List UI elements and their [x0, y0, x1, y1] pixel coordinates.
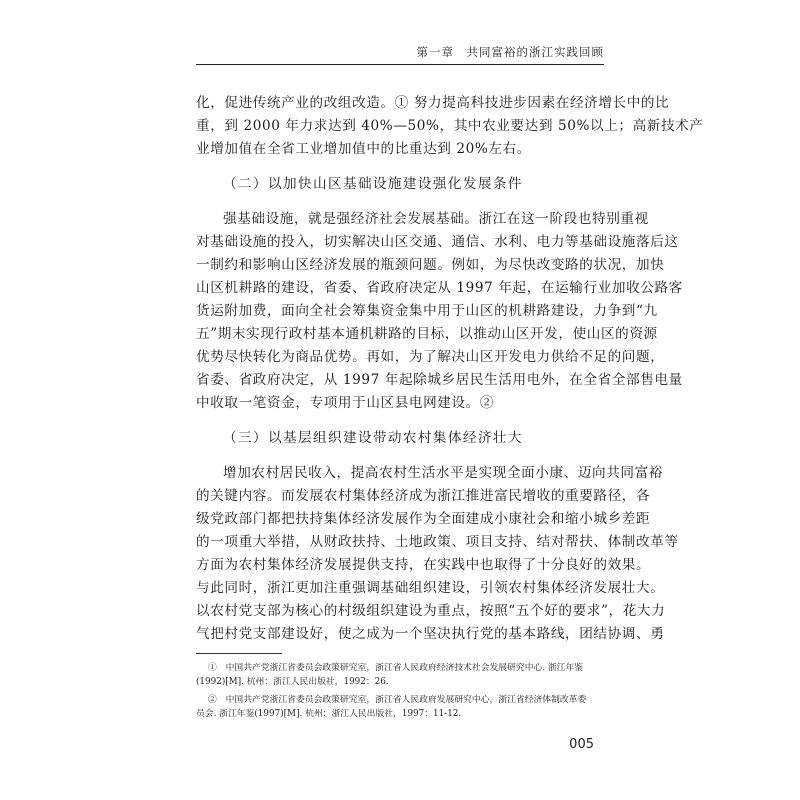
text-line: 的关键内容。而发展农村集体经济成为浙江推进富民增收的重要路径，各: [196, 488, 651, 504]
footnote: [196, 693, 606, 721]
text-line: 强基础设施，就是强经济社会发展基础。浙江在这一阶段也特别重视: [223, 211, 649, 227]
text-line: 与此同时，浙江更加注重强调基础组织建设，引领农村集体经济发展壮大。: [196, 580, 665, 596]
text-line: 五”期末实现行政村基本通机耕路的目标，以推动山区开发，使山区的资源: [196, 326, 658, 342]
running-head: 第一章 共同富裕的浙江实践回顾: [416, 45, 604, 59]
text-line: 重，到 2000 年力求达到 40%—50%，其中农业要达到 50%以上；高新技术产: [196, 118, 704, 134]
text-line: 化，促进传统产业的改组改造。① 努力提高科技进步因素在经济增长中的比: [196, 95, 670, 111]
footnote-line: 员会. 浙江年鉴(1997)[M]. 杭州：浙江人民出版社，1997：11-12.: [196, 709, 462, 719]
text-line: 省委、省政府决定，从 1997 年起除城乡居民生活用电外，在全省全部售电量: [196, 372, 683, 388]
footnote-line: ② 中国共产党浙江省委员会政策研究室，浙江省人民政府发展研究中心，浙江省经济体制改革委: [208, 695, 587, 705]
text-line: 对基础设施的投入，切实解决山区交通、通信、水利、电力等基础设施落后这: [196, 234, 679, 250]
text-line: 气把村党支部建设好，使之成为一个坚决执行党的基本路线，团结协调、勇: [196, 626, 665, 642]
text-line: 一制约和影响山区经济发展的瓶颈问题。例如，为尽快改变路的状况，加快: [196, 257, 665, 273]
text-line: 中收取一笔资金，专项用于山区县电网建设。②: [196, 395, 495, 411]
text-line: 以农村党支部为核心的村级组织建设为重点，按照“五个好的要求”，花大力: [196, 603, 666, 619]
text-line: 级党政部门都把扶持集体经济发展作为全面建成小康社会和缩小城乡差距: [196, 511, 651, 527]
footnote-line: ① 中国共产党浙江省委员会政策研究室，浙江省人民政府经济技术社会发展研究中心. 浙江年鉴: [208, 663, 584, 673]
text-line: 山区机耕路的建设，省委、省政府决定从 1997 年起，在运输行业加收公路客: [196, 280, 683, 296]
text-line: 增加农村居民收入，提高农村生活水平是实现全面小康、迈向共同富裕: [223, 465, 664, 481]
section-heading: （二）以加快山区基础设施建设强化发展条件: [223, 176, 523, 192]
section-heading: （三）以基层组织建设带动农村集体经济壮大: [223, 430, 523, 446]
text-line: 优势尽快转化为商品优势。再如，为了解决山区开发电力供给不足的问题，: [196, 349, 665, 365]
body-text: [196, 92, 704, 646]
footnotes: [196, 661, 606, 725]
text-line: 的一项重大举措，从财政扶持、土地政策、项目支持、结对帮扶、体制改革等: [196, 534, 679, 550]
page-number: 005: [569, 737, 594, 752]
text-line: 业增加值在全省工业增加值中的比重达到 20%左右。: [196, 141, 532, 157]
footnote-rule: [196, 653, 282, 654]
text-line: 货运附加费，面向全社会筹集资金集中用于山区的机耕路建设，力争到“九: [196, 303, 658, 319]
footnote: [196, 661, 606, 689]
text-line: 方面为农村集体经济发展提供支持，在实践中也取得了十分良好的效果。: [196, 557, 651, 573]
header-rule: [196, 64, 604, 65]
footnote-line: (1992)[M]. 杭州：浙江人民出版社，1992：26.: [196, 677, 389, 687]
